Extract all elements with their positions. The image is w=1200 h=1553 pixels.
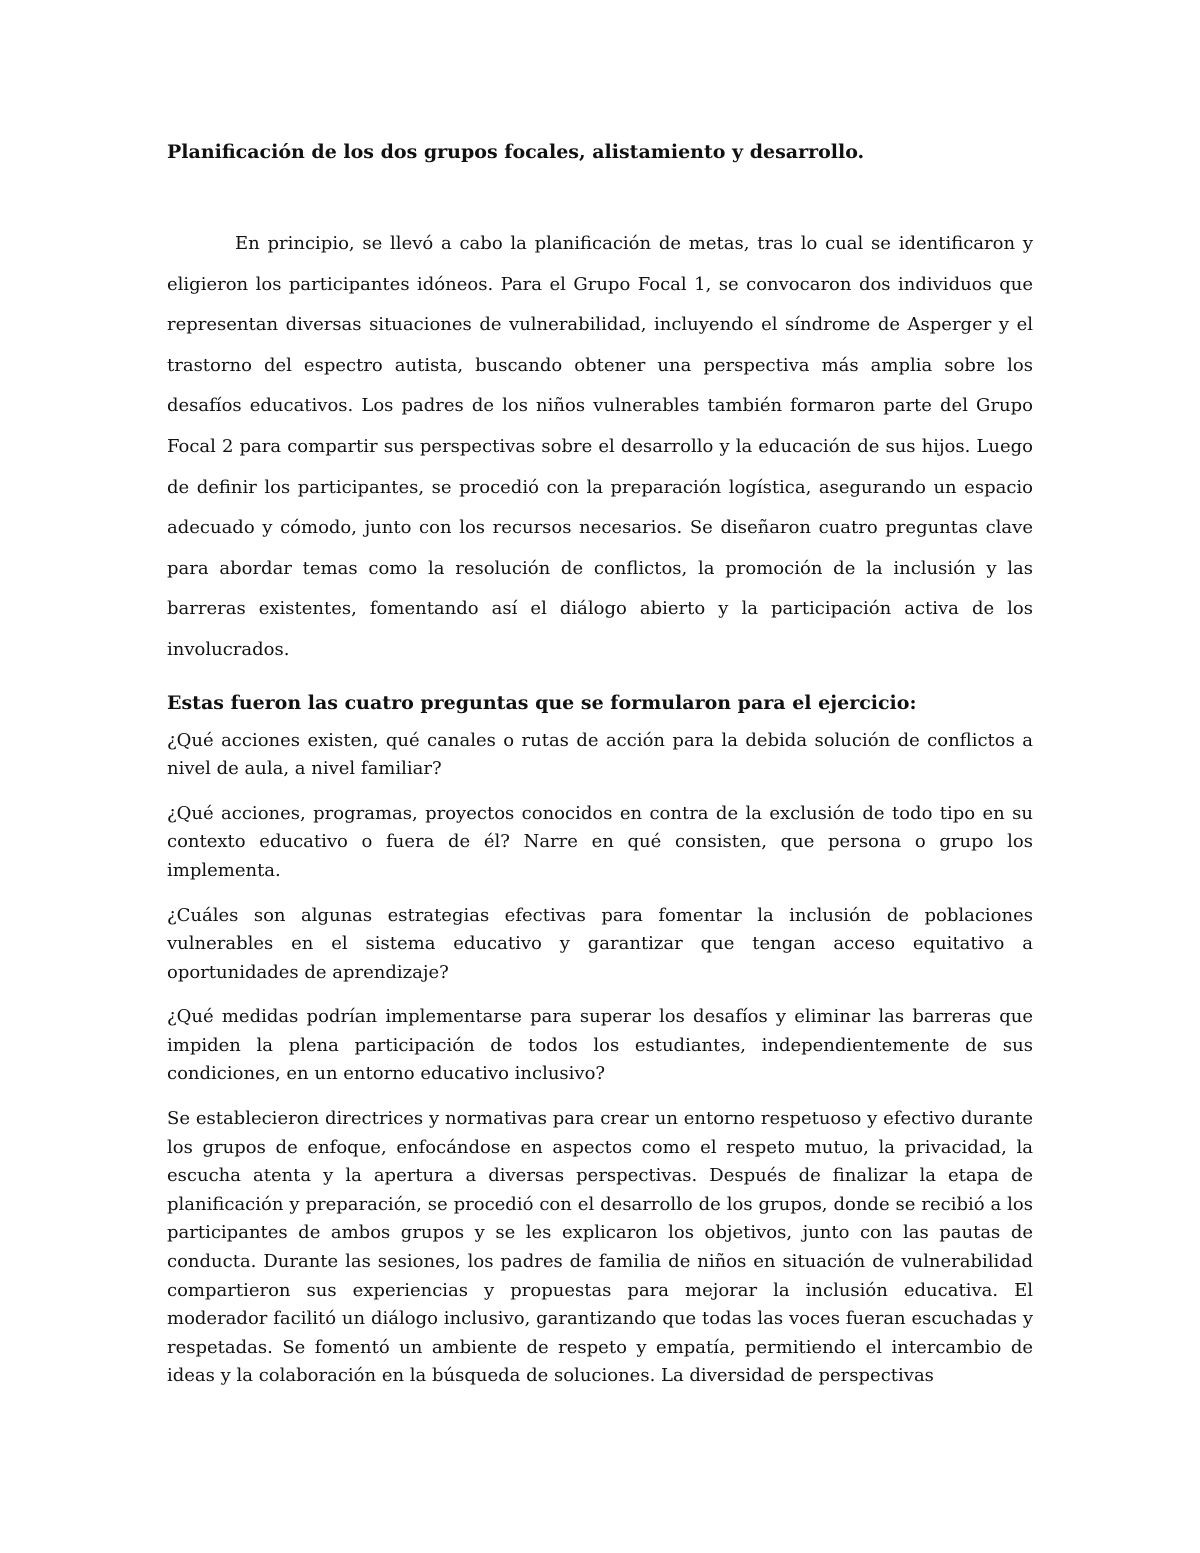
document-body: [167, 138, 1033, 1407]
closing-paragraph: Se establecieron directrices y normativas para crear un entorno respetuoso y efectivo durante los grupos de enfoque, enfocándose en aspectos como el respeto mutuo, la privacidad, la escucha atenta y la apertura a diversas perspectivas. Después de finalizar la etapa de planificación y preparación, se procedió con el desarrollo de los grupos, donde se recibió a los participantes de ambos grupos y se les explicaron los objetivos, junto con las pautas de conducta. Durante las sesiones, los padres de familia de niños en situación de vulnerabilidad compartieron sus experiencias y propuestas para mejorar la inclusión educativa. El moderador facilitó un diálogo inclusivo, garantizando que todas las voces fueran escuchadas y respetadas. Se fomentó un ambiente de respeto y empatía, permitiendo el intercambio de ideas y la colaboración en la búsqueda de soluciones. La diversidad de perspectivas: [167, 1108, 1033, 1387]
intro-paragraph: En principio, se llevó a cabo la planificación de metas, tras lo cual se identificaron y eligieron los participantes idóneos. Para el Grupo Focal 1, se convocaron dos individuos que representan diversas situaciones de vulnerabilidad, incluyendo el síndrome de Asperger y el trastorno del espectro autista, buscando obtener una perspectiva más amplia sobre los desafíos educativos. Los padres de los niños vulnerables también formaron parte del Grupo Focal 2 para compartir sus perspectivas sobre el desarrollo y la educación de sus hijos. Luego de definir los participantes, se procedió con la preparación logística, asegurando un espacio adecuado y cómodo, junto con los recursos necesarios. Se diseñaron cuatro preguntas clave para abordar temas como la resolución de conflictos, la promoción de la inclusión y las barreras existentes, fomentando así el diálogo abierto y la participación activa de los involucrados.: [167, 233, 1033, 660]
question-2: ¿Qué acciones, programas, proyectos conocidos en contra de la exclusión de todo tipo en su contexto educativo o fuera de él? Narre en qué consisten, que persona o grupo los implementa.: [167, 802, 1033, 881]
questions-heading: Estas fueron las cuatro preguntas que se formularon para el ejercicio:: [167, 691, 917, 714]
question-4: ¿Qué medidas podrían implementarse para superar los desafíos y eliminar las barreras que impiden la plena participación de todos los estudiantes, independientemente de sus condiciones, en un entorno educativo inclusivo?: [167, 1006, 1033, 1085]
document-title: Planificación de los dos grupos focales, alistamiento y desarrollo.: [167, 141, 865, 163]
question-3: ¿Cuáles son algunas estrategias efectivas para fomentar la inclusión de poblaciones vulnerables en el sistema educativo y garantizar que tengan acceso equitativo a oportunidades de aprendizaje?: [167, 904, 1033, 983]
question-1: ¿Qué acciones existen, qué canales o rutas de acción para la debida solución de conflictos a nivel de aula, a nivel familiar?: [167, 729, 1033, 780]
